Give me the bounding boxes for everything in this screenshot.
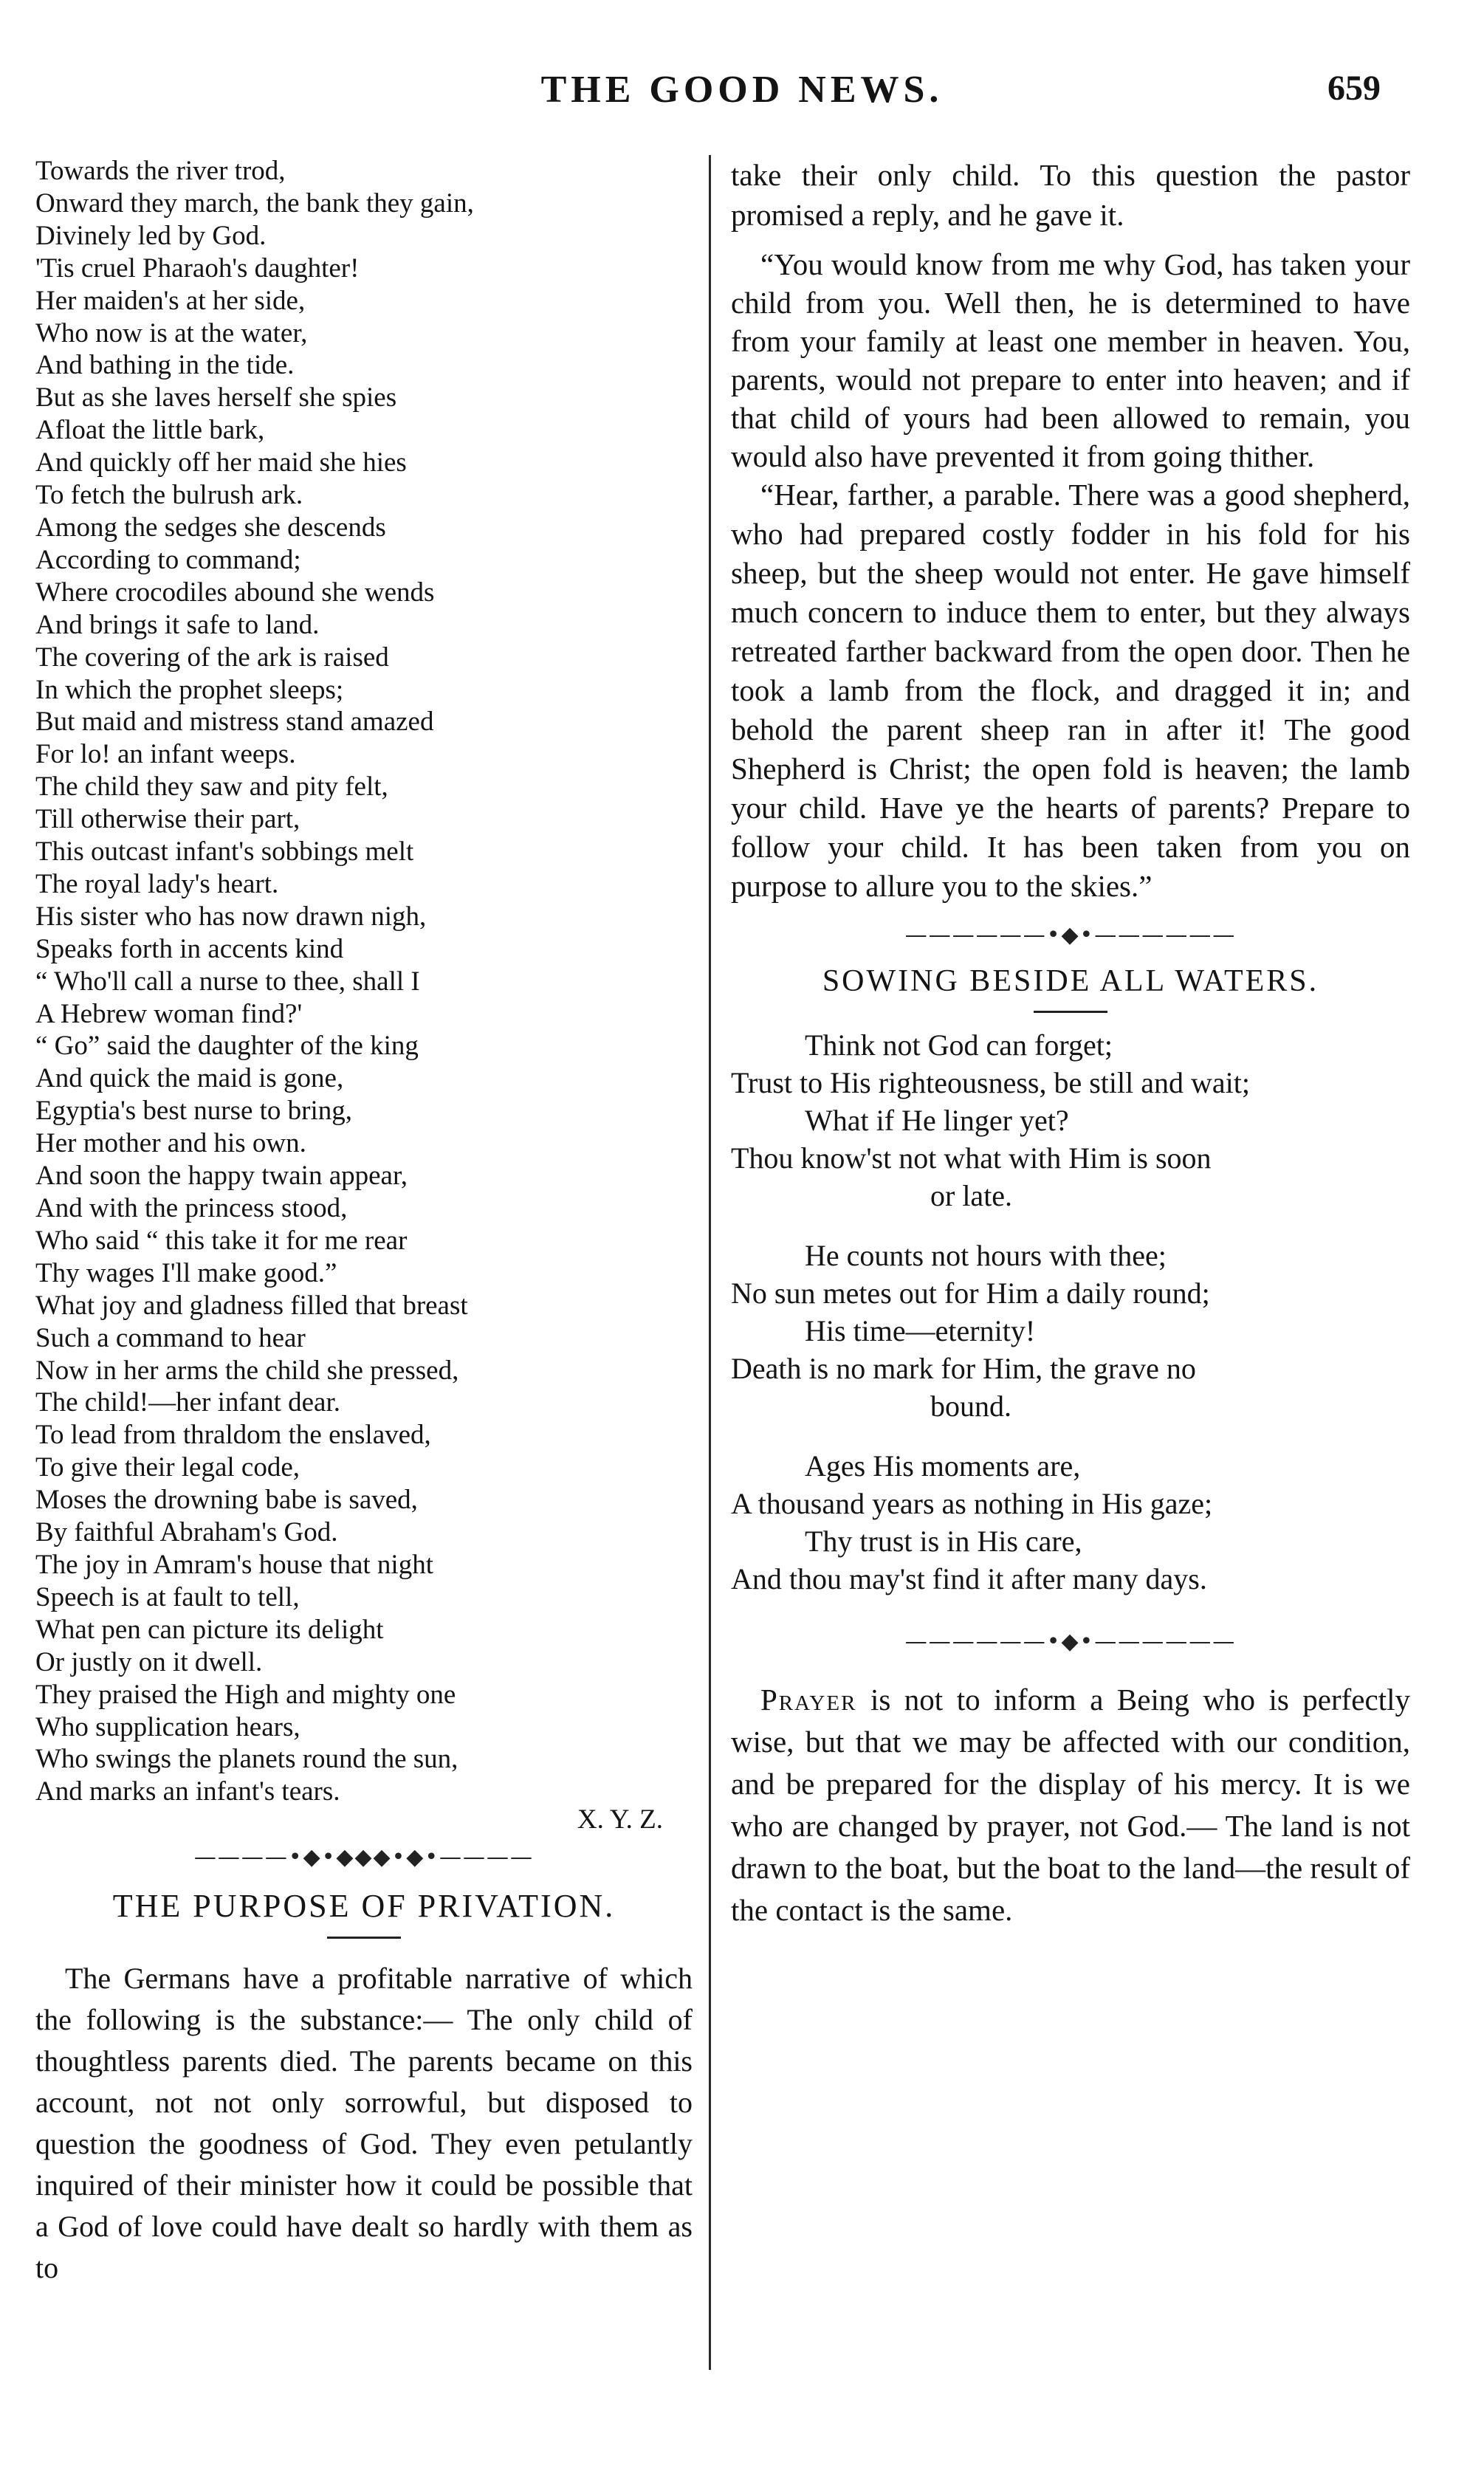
poem-line: But maid and mistress stand amazed: [35, 707, 434, 738]
poem-line: And quick the maid is gone,: [35, 1063, 344, 1094]
stanza-line: No sun metes out for Him a daily round;: [731, 1277, 1210, 1310]
poem-line: And soon the happy twain appear,: [35, 1161, 408, 1192]
heading-rule: [1034, 1011, 1107, 1013]
poem-line: 'Tis cruel Pharaoh's daughter!: [35, 252, 360, 284]
section-ornament: ————•◆•◆◆◆•◆•————: [193, 1844, 535, 1871]
poem-line: What pen can picture its delight: [35, 1614, 384, 1645]
poem-line: To fetch the bulrush ark.: [35, 480, 303, 511]
poem-line: Who supplication hears,: [35, 1711, 300, 1742]
stanza-line: bound.: [930, 1389, 1011, 1423]
poem-line: And quickly off her maid she hies: [35, 447, 407, 478]
poem-line: Who now is at the water,: [35, 317, 308, 348]
poem-line: Speaks forth in accents kind: [35, 933, 344, 964]
poem-stanza: [731, 1237, 1410, 1425]
closing-text: is not to inform a Being who is perfectly wise, but that we may be affected with our condition, and be prepared for the display of his mercy. It is we who are changed by prayer, not God.— The land is not drawn to the boat, but the boat to the land—the result of the contact is the same.: [731, 1683, 1410, 1927]
poem-line: This outcast infant's sobbings melt: [35, 836, 414, 867]
stanza-line: Think not God can forget;: [805, 1028, 1113, 1062]
stanza-line: What if He linger yet?: [805, 1104, 1069, 1137]
stanza-line: Thou know'st not what with Him is soon: [731, 1141, 1212, 1175]
poem-line: Moses the drowning babe is saved,: [35, 1485, 418, 1516]
poem-line: And marks an infant's tears.: [35, 1776, 340, 1807]
poem-line: “ Who'll call a nurse to thee, shall I: [35, 966, 420, 997]
poem-line: The covering of the ark is raised: [35, 642, 389, 673]
stanza-line: His time—eternity!: [805, 1314, 1036, 1347]
poem-line: Among the sedges she descends: [35, 512, 386, 543]
poem-line: “ Go” said the daughter of the king: [35, 1031, 419, 1062]
running-title: THE GOOD NEWS.: [540, 69, 944, 111]
page-number: 659: [1327, 69, 1381, 108]
poem-line: The child they saw and pity felt,: [35, 772, 388, 803]
column-rule: [709, 155, 711, 2370]
poem-line: The child!—her infant dear.: [35, 1387, 340, 1418]
poem-line: Egyptia's best nurse to bring,: [35, 1096, 353, 1127]
poem-line: And with the princess stood,: [35, 1193, 348, 1223]
poem-line: Who swings the planets round the sun,: [35, 1744, 458, 1775]
poem-line: By faithful Abraham's God.: [35, 1517, 338, 1548]
article-paragraph-2: “Hear, farther, a parable. There was a good shepherd, who had prepared costly fodder in his fold for his sheep, but the sheep would not enter. He gave himself much concern to induce them to enter, but they always retreated farther backward from the open door. Then he took a lamb from the flock, and dragged it in; and behold the parent sheep ran in after it! The good Shepherd is Christ; the open fold is heaven; the lamb your child. Have ye the hearts of parents? Prepare to follow your child. It has been taken from you on purpose to allure you to the skies.”: [731, 478, 1410, 903]
poem-line: For lo! an infant weeps.: [35, 739, 296, 770]
poem-line: In which the prophet sleeps;: [35, 674, 344, 705]
poem-line: His sister who has now drawn nigh,: [35, 901, 427, 932]
poem-line: What joy and gladness filled that breast: [35, 1290, 468, 1321]
article-text: The Germans have a profitable narrative of which the following is the substance:— The only child of thoughtless parents died. The parents became on this account, not not only sorrowful, but disposed to question the goodness of God. They even petulantly inquired of their minister how it could be possible that a God of love could have dealt so hardly with them as to: [35, 1962, 693, 2285]
heading-rule: [327, 1937, 401, 1939]
stanza-line: And thou may'st find it after many days.: [731, 1562, 1207, 1595]
stanza-line: Ages His moments are,: [805, 1449, 1081, 1482]
poem-line: Her maiden's at her side,: [35, 285, 306, 316]
poem-line: And bathing in the tide.: [35, 350, 295, 381]
running-head: [0, 68, 1484, 120]
poem-line: According to command;: [35, 544, 301, 575]
poem-line: The joy in Amram's house that night: [35, 1549, 433, 1580]
section-ornament: ——————•◆•——————: [904, 922, 1237, 948]
poem-stanza: [731, 1026, 1410, 1214]
left-column: [35, 155, 693, 2289]
poem-line: To give their legal code,: [35, 1452, 300, 1483]
poem-line: Onward they march, the bank they gain,: [35, 188, 474, 219]
stanza-line: Death is no mark for Him, the grave no: [731, 1352, 1196, 1385]
poem-line: The royal lady's heart.: [35, 868, 279, 899]
poem-line: Or justly on it dwell.: [35, 1646, 263, 1677]
article-continuation: take their only child. To this question the pastor promised a reply, and he gave it.: [731, 158, 1410, 232]
poem-moses: [35, 155, 693, 1808]
poem-stanza: [731, 1447, 1410, 1598]
poem-line: A Hebrew woman find?': [35, 998, 303, 1029]
poem-line: Her mother and his own.: [35, 1128, 306, 1159]
section-ornament: ——————•◆•——————: [904, 1629, 1237, 1655]
poem-heading: SOWING BESIDE ALL WATERS.: [822, 964, 1319, 998]
poem-line: Thy wages I'll make good.”: [35, 1257, 337, 1288]
stanza-line: He counts not hours with thee;: [805, 1239, 1167, 1272]
poem-line: And brings it safe to land.: [35, 609, 320, 640]
closing-lead-word: Prayer: [760, 1683, 857, 1717]
poem-line: Now in her arms the child she pressed,: [35, 1355, 459, 1386]
poem-sowing: [731, 1026, 1410, 1598]
poem-signature: X. Y. Z.: [577, 1804, 663, 1835]
right-column: [731, 155, 1410, 1931]
poem-line: Divinely led by God.: [35, 220, 267, 251]
poem-line: But as she laves herself she spies: [35, 382, 397, 413]
poem-line: Speech is at fault to tell,: [35, 1581, 300, 1612]
article-paragraph-1: “You would know from me why God, has taken your child from you. Well then, he is determined to have from your family at least one member in heaven. You, parents, would not prepare to enter into heaven; and if that child of yours had been allowed to remain, you would also have prevented it from going thither.: [731, 247, 1410, 473]
stanza-line: Trust to His righteousness, be still and wait;: [731, 1066, 1250, 1099]
poem-line: They praised the High and mighty one: [35, 1679, 456, 1710]
poem-line: Towards the river trod,: [35, 156, 286, 186]
poem-line: Who said “ this take it for me rear: [35, 1225, 408, 1256]
closing-paragraph: [731, 1679, 1410, 1931]
stanza-line: or late.: [930, 1179, 1013, 1212]
article-heading: THE PURPOSE OF PRIVATION.: [112, 1888, 616, 1925]
poem-line: Where crocodiles abound she wends: [35, 577, 435, 608]
stanza-line: A thousand years as nothing in His gaze;: [731, 1487, 1213, 1520]
poem-line: To lead from thraldom the enslaved,: [35, 1420, 431, 1451]
stanza-line: Thy trust is in His care,: [805, 1525, 1082, 1558]
poem-line: Till otherwise their part,: [35, 804, 300, 835]
poem-line: Afloat the little bark,: [35, 415, 265, 446]
poem-line: Such a command to hear: [35, 1322, 306, 1353]
